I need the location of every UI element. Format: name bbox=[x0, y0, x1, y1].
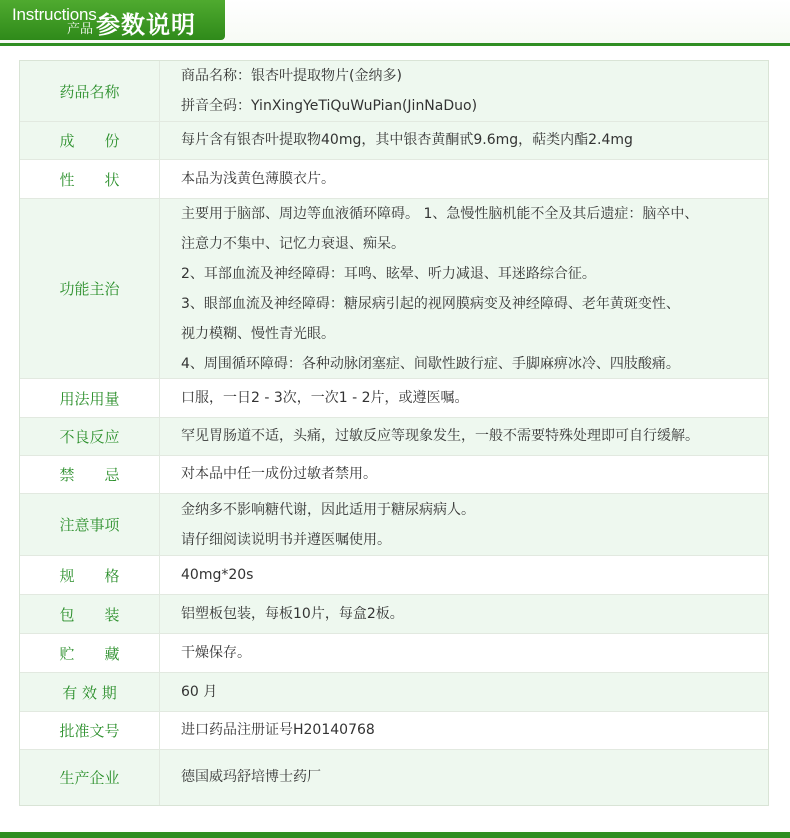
table-row bbox=[20, 122, 768, 160]
value-line: 60 月 bbox=[181, 683, 218, 700]
value-line: 口服，一日2 - 3次，一次1 - 2片，或遵医嘱。 bbox=[181, 389, 469, 406]
value-line: 主要用于脑部、周边等血液循环障碍。 1、急慢性脑机能不全及其后遗症：脑卒中、 bbox=[181, 205, 699, 222]
value-line: 4、周围循环障碍：各种动脉闭塞症、间歇性跛行症、手脚麻痹冰冷、四肢酸痛。 bbox=[181, 355, 680, 372]
row-value bbox=[160, 556, 768, 594]
table-row bbox=[20, 379, 768, 418]
value-line: 铝塑板包装，每板10片，每盒2板。 bbox=[181, 605, 404, 622]
row-value bbox=[160, 456, 768, 493]
table-row bbox=[20, 456, 768, 494]
table-row bbox=[20, 556, 768, 595]
value-line: 2、耳部血流及神经障碍：耳鸣、眩晕、听力减退、耳迷路综合征。 bbox=[181, 265, 596, 282]
row-value bbox=[160, 418, 768, 455]
row-value bbox=[160, 634, 768, 672]
value-line: 对本品中任一成份过敏者禁用。 bbox=[181, 466, 377, 482]
row-label: 成 份 bbox=[20, 122, 160, 159]
row-value bbox=[160, 673, 768, 711]
row-value bbox=[160, 122, 768, 159]
table-row bbox=[20, 61, 768, 122]
row-value bbox=[160, 199, 768, 378]
table-row bbox=[20, 673, 768, 712]
row-value bbox=[160, 595, 768, 633]
row-label: 功能主治 bbox=[20, 199, 160, 378]
row-value bbox=[160, 494, 768, 555]
row-label: 包 装 bbox=[20, 595, 160, 633]
table-row bbox=[20, 634, 768, 673]
row-value bbox=[160, 160, 768, 198]
spec-table bbox=[19, 60, 769, 806]
value-line: 德国威玛舒培博士药厂 bbox=[181, 769, 321, 785]
value-line: 请仔细阅读说明书并遵医嘱使用。 bbox=[181, 531, 391, 548]
row-value bbox=[160, 61, 768, 121]
value-line: 进口药品注册证号H20140768 bbox=[181, 722, 375, 738]
row-label: 性 状 bbox=[20, 160, 160, 198]
value-line: 本品为浅黄色薄膜衣片。 bbox=[181, 170, 335, 187]
header-english-title: Instructions bbox=[12, 5, 97, 24]
value-line: 罕见胃肠道不适，头痛，过敏反应等现象发生，一般不需要特殊处理即可自行缓解。 bbox=[181, 428, 699, 444]
value-line: 每片含有银杏叶提取物40mg，其中银杏黄酮甙9.6mg，萜类内酯2.4mg bbox=[181, 132, 633, 148]
row-value bbox=[160, 379, 768, 417]
row-label: 用法用量 bbox=[20, 379, 160, 417]
table-row bbox=[20, 595, 768, 634]
row-label: 贮 藏 bbox=[20, 634, 160, 672]
header-banner bbox=[0, 0, 790, 46]
value-line: 金纳多不影响糖代谢，因此适用于糖尿病病人。 bbox=[181, 501, 475, 518]
value-line: 拼音全码：YinXingYeTiQuWuPian(JinNaDuo) bbox=[181, 98, 478, 114]
row-label: 禁 忌 bbox=[20, 456, 160, 493]
row-label: 不良反应 bbox=[20, 418, 160, 455]
value-line: 视力模糊、慢性青光眼。 bbox=[181, 325, 335, 342]
row-label: 批准文号 bbox=[20, 712, 160, 749]
value-line: 40mg*20s bbox=[181, 566, 254, 583]
table-row bbox=[20, 160, 768, 199]
value-line: 商品名称：银杏叶提取物片(金纳多) bbox=[181, 68, 402, 84]
row-label: 有 效 期 bbox=[20, 673, 160, 711]
row-value bbox=[160, 712, 768, 749]
footer-divider bbox=[0, 832, 790, 838]
row-value bbox=[160, 750, 768, 805]
table-row bbox=[20, 750, 768, 805]
row-label: 注意事项 bbox=[20, 494, 160, 555]
row-label: 生产企业 bbox=[20, 750, 160, 805]
table-row bbox=[20, 712, 768, 750]
value-line: 干燥保存。 bbox=[181, 644, 251, 661]
table-row bbox=[20, 418, 768, 456]
header-divider bbox=[0, 43, 790, 46]
row-label: 规 格 bbox=[20, 556, 160, 594]
row-label: 药品名称 bbox=[20, 61, 160, 121]
value-line: 3、眼部血流及神经障碍：糖尿病引起的视网膜病变及神经障碍、老年黄斑变性、 bbox=[181, 295, 680, 312]
table-row bbox=[20, 199, 768, 379]
header-main-title: 参数说明 bbox=[96, 11, 196, 39]
header-small-title: 产品 bbox=[67, 22, 94, 37]
value-line: 注意力不集中、记忆力衰退、痴呆。 bbox=[181, 235, 405, 252]
table-row bbox=[20, 494, 768, 556]
